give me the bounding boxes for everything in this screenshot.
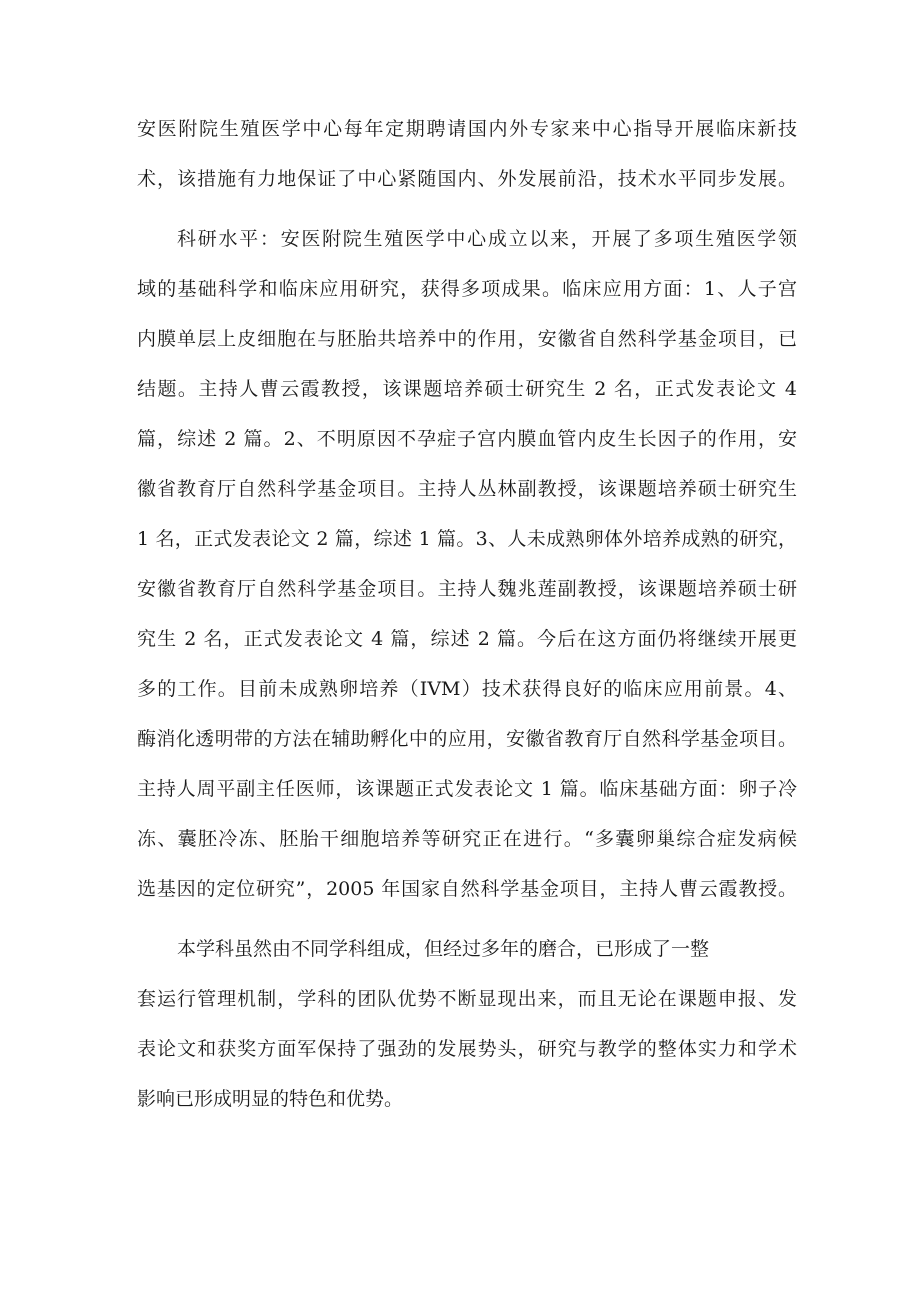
text-line: 安徽省教育厅自然科学基金项目。主持人魏兆莲副教授，该课题培养硕士研 [137, 578, 797, 600]
text-line: 酶消化透明带的方法在辅助孵化中的应用，安徽省教育厅自然科学基金项目。 [137, 728, 797, 750]
text-line: 徽省教育厅自然科学基金项目。主持人丛林副教授，该课题培养硕士研究生 [137, 478, 797, 500]
text-line: 安医附院生殖医学中心每年定期聘请国内外专家来中心指导开展临床新技 [137, 118, 797, 140]
text-line: 结题。主持人曹云霞教授，该课题培养硕士研究生 2 名，正式发表论文 4 [137, 378, 797, 400]
text-line: 表论文和获奖方面军保持了强劲的发展势头，研究与教学的整体实力和学术 [137, 1038, 797, 1060]
text-line: 选基因的定位研究”，2005 年国家自然科学基金项目，主持人曹云霞教授。 [137, 878, 797, 900]
text-line: 科研水平：安医附院生殖医学中心成立以来，开展了多项生殖医学领 [177, 228, 797, 250]
text-line: 本学科虽然由不同学科组成，但经过多年的磨合，已形成了一整 [177, 938, 710, 960]
text-line: 冻、囊胚冷冻、胚胎干细胞培养等研究正在进行。“多囊卵巢综合症发病候 [137, 828, 797, 850]
text-line: 究生 2 名，正式发表论文 4 篇，综述 2 篇。今后在这方面仍将继续开展更 [137, 628, 797, 650]
text-line: 内膜单层上皮细胞在与胚胎共培养中的作用，安徽省自然科学基金项目，已 [137, 328, 797, 350]
text-line: 主持人周平副主任医师，该课题正式发表论文 1 篇。临床基础方面：卵子冷 [137, 778, 797, 800]
text-line: 术，该措施有力地保证了中心紧随国内、外发展前沿，技术水平同步发展。 [137, 168, 797, 190]
text-line: 套运行管理机制，学科的团队优势不断显现出来，而且无论在课题申报、发 [137, 988, 797, 1010]
text-line: 篇，综述 2 篇。2、不明原因不孕症子宫内膜血管内皮生长因子的作用，安 [137, 428, 797, 450]
text-line: 影响已形成明显的特色和优势。 [137, 1088, 404, 1110]
text-line: 域的基础科学和临床应用研究，获得多项成果。临床应用方面：1、人子宫 [137, 278, 797, 300]
text-line: 1 名，正式发表论文 2 篇，综述 1 篇。3、人未成熟卵体外培养成熟的研究， [137, 528, 797, 550]
text-line: 多的工作。目前未成熟卵培养（IVM）技术获得良好的临床应用前景。4、 [137, 678, 797, 700]
